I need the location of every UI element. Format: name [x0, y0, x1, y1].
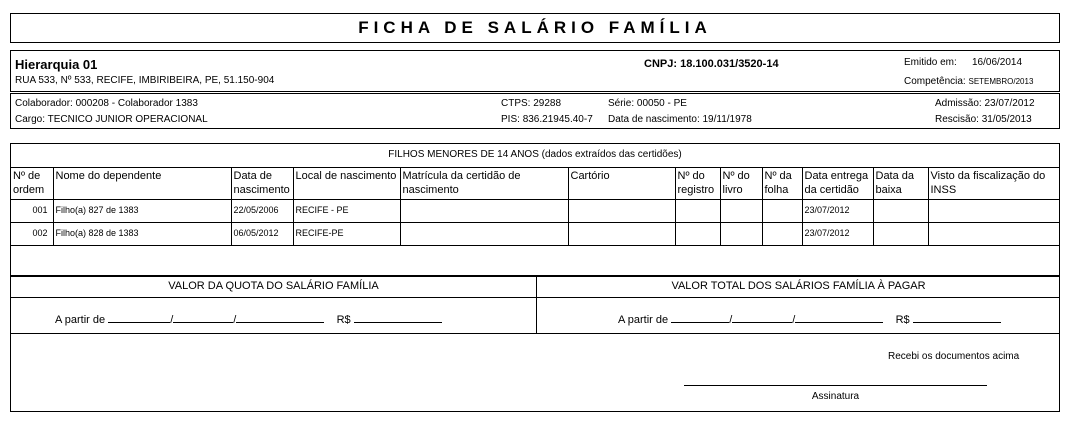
colaborador-label: Colaborador: — [15, 98, 73, 109]
column-header: Visto da fiscalização do INSS — [928, 168, 1060, 200]
competencia-label: Competência: — [904, 76, 966, 87]
table-cell: 06/05/2012 — [231, 223, 293, 246]
table-cell — [568, 223, 675, 246]
title-box — [10, 13, 1060, 43]
table-cell — [762, 223, 802, 246]
quota-right-title: VALOR TOTAL DOS SALÁRIOS FAMÍLIA À PAGAR — [671, 280, 926, 292]
signature-line — [684, 385, 987, 386]
table-cell: 23/07/2012 — [802, 223, 873, 246]
pis-field — [501, 114, 593, 125]
quota-section — [10, 276, 1060, 334]
received-text: Recebi os documentos acima — [888, 351, 1020, 362]
table-cell: Filho(a) 828 de 1383 — [53, 223, 231, 246]
signature-label: Assinatura — [811, 391, 860, 402]
month-blank — [732, 313, 792, 323]
page-title: FICHA DE SALÁRIO FAMÍLIA — [358, 18, 712, 37]
table-cell — [928, 200, 1060, 223]
serie-value: 00050 - PE — [636, 98, 687, 109]
from-label: A partir de — [55, 314, 106, 326]
table-cell: RECIFE-PE — [293, 223, 400, 246]
signature-section — [10, 333, 1060, 412]
cnpj-value: 18.100.031/3520-14 — [680, 58, 779, 70]
column-header: Data entrega da certidão — [802, 168, 873, 200]
value-blank — [354, 313, 442, 323]
column-header: Nº de ordem — [11, 168, 53, 200]
rescisao-label: Rescisão: — [935, 114, 979, 125]
ctps-field — [501, 98, 561, 109]
cargo-label: Cargo: — [15, 114, 46, 125]
company-header — [10, 50, 1060, 92]
table-cell — [675, 223, 720, 246]
competencia-value: SETEMBRO/2013 — [968, 77, 1034, 86]
currency-label: R$ — [336, 314, 351, 326]
slash-separator: / — [170, 314, 174, 326]
table-cell — [928, 223, 1060, 246]
nascimento-label: Data de nascimento: — [608, 114, 700, 125]
column-header: Cartório — [568, 168, 675, 200]
ctps-label: CTPS: — [501, 98, 531, 109]
currency-label: R$ — [895, 314, 910, 326]
table-cell: RECIFE - PE — [293, 200, 400, 223]
employee-info — [10, 93, 1060, 129]
company-address: RUA 533, Nº 533, RECIFE, IMBIRIBEIRA, PE, 51.150-904 — [15, 75, 275, 86]
nascimento-value: 19/11/1978 — [702, 114, 752, 125]
table-cell — [762, 200, 802, 223]
day-blank — [108, 313, 170, 323]
colaborador-field — [15, 98, 198, 109]
table-header-row — [11, 168, 1060, 200]
pis-label: PIS: — [501, 114, 520, 125]
table-row — [11, 200, 1060, 223]
admissao-field — [935, 98, 1035, 109]
serie-field — [608, 98, 687, 109]
quota-left-line — [55, 313, 442, 326]
month-blank — [173, 313, 233, 323]
rescisao-value: 31/05/2013 — [981, 114, 1032, 125]
year-blank — [795, 313, 883, 323]
column-header: Matrícula da certidão de nascimento — [400, 168, 568, 200]
quota-left-title: VALOR DA QUOTA DO SALÁRIO FAMÍLIA — [168, 280, 379, 292]
quota-right-line — [618, 313, 1001, 326]
quota-title-divider — [11, 297, 1059, 298]
column-header: Data da baixa — [873, 168, 928, 200]
slash-separator: / — [792, 314, 796, 326]
emitido-label: Emitido em: — [904, 57, 957, 68]
table-row — [11, 223, 1060, 246]
table-cell: Filho(a) 827 de 1383 — [53, 200, 231, 223]
company-name: Hierarquia 01 — [15, 57, 98, 72]
dependents-table — [11, 167, 1060, 246]
dependents-heading: FILHOS MENORES DE 14 ANOS (dados extraídos das certidões) — [388, 149, 682, 160]
cnpj-label: CNPJ: — [644, 58, 678, 70]
table-cell — [873, 200, 928, 223]
column-header: Data de nascimento — [231, 168, 293, 200]
column-header: Local de nascimento — [293, 168, 400, 200]
dependents-section — [10, 143, 1060, 276]
table-cell: 22/05/2006 — [231, 200, 293, 223]
table-cell — [873, 223, 928, 246]
year-blank — [236, 313, 324, 323]
table-cell — [720, 200, 762, 223]
table-cell — [675, 200, 720, 223]
from-label: A partir de — [618, 314, 669, 326]
day-blank — [671, 313, 729, 323]
ctps-value: 29288 — [533, 98, 562, 109]
column-header: Nº da folha — [762, 168, 802, 200]
rescisao-field — [935, 114, 1032, 125]
colaborador-value: 000208 - Colaborador 1383 — [75, 98, 198, 109]
slash-separator: / — [729, 314, 733, 326]
pis-value: 836.21945.40-7 — [522, 114, 593, 125]
table-cell — [720, 223, 762, 246]
table-cell: 23/07/2012 — [802, 200, 873, 223]
slash-separator: / — [233, 314, 237, 326]
emitido-value: 16/06/2014 — [972, 57, 1023, 68]
cargo-value: TECNICO JUNIOR OPERACIONAL — [47, 114, 208, 125]
competencia-field — [904, 76, 1033, 87]
cargo-field — [15, 114, 208, 125]
table-cell: 002 — [11, 223, 53, 246]
table-cell — [400, 223, 568, 246]
table-cell — [568, 200, 675, 223]
admissao-label: Admissão: — [935, 98, 982, 109]
table-cell — [400, 200, 568, 223]
column-header: Nº do registro — [675, 168, 720, 200]
nascimento-field — [608, 114, 752, 125]
cnpj-field — [644, 58, 779, 70]
column-header: Nº do livro — [720, 168, 762, 200]
value-blank — [913, 313, 1001, 323]
serie-label: Série: — [608, 98, 635, 109]
table-cell: 001 — [11, 200, 53, 223]
admissao-value: 23/07/2012 — [984, 98, 1035, 109]
column-header: Nome do dependente — [53, 168, 231, 200]
